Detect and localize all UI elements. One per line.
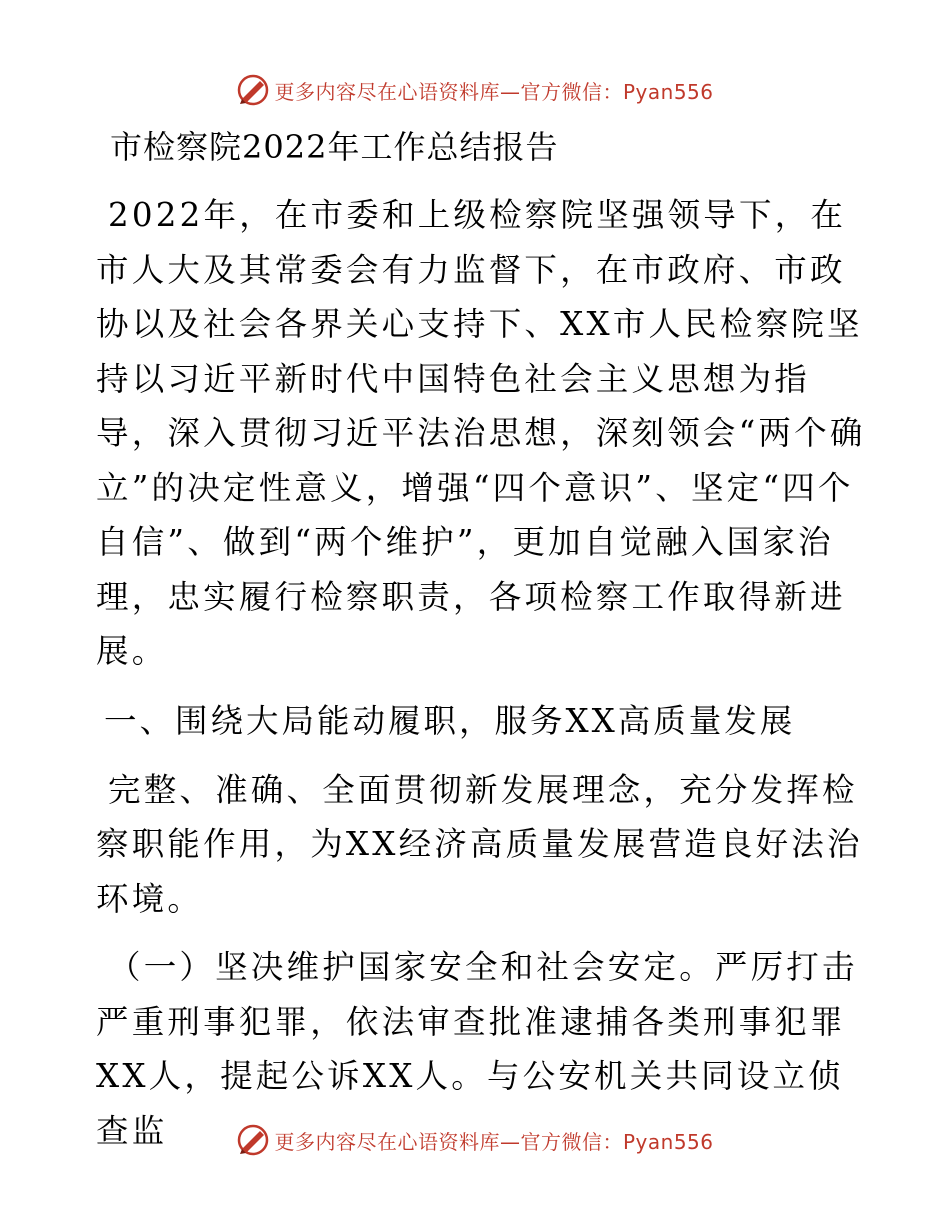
banner-handle: Pyan556 — [622, 79, 714, 104]
pen-logo-icon — [236, 73, 270, 107]
banner-official-label: 官方微信： — [520, 1129, 623, 1154]
intro-paragraph: 2022年，在市委和上级检察院坚强领导下，在市人大及其常委会有力监督下，在市政府、市政协以及社会各界关心支持下、XX市人民检察院坚持以习近平新时代中国特色社会主义思想为指导，深入贯彻习近平法治思想，深刻领会“两个确立”的决定性意义，增强“四个意识”、坚定“四个自信”、做到“两个维护”，更加自觉融入国家治理，忠实履行检察职责，各项检察工作取得新进展。 — [96, 196, 866, 670]
banner-text — [274, 1126, 713, 1155]
banner-site-name: 更多内容尽在心语资料库 — [274, 1129, 500, 1154]
document-body — [96, 118, 866, 1172]
banner-separator: — — [499, 79, 521, 104]
banner-handle: Pyan556 — [622, 1129, 714, 1154]
section-heading: 一、围绕大局能动履职，服务XX高质量发展 — [104, 701, 796, 740]
section-paragraph: 完整、准确、全面贯彻新发展理念，充分发挥检察职能作用，为XX经济高质量发展营造良好法治环境。 — [96, 770, 863, 918]
subsection-paragraph: （一）坚决维护国家安全和社会安定。严厉打击严重刑事犯罪，依法审查批准逮捕各类刑事犯罪XX人，提起公诉XX人。与公安机关共同设立侦查监 — [96, 948, 858, 1150]
header-watermark-banner — [0, 70, 950, 110]
document-title: 市检察院2022年工作总结报告 — [110, 128, 559, 166]
banner-separator: — — [499, 1129, 521, 1154]
footer-watermark-banner — [0, 1120, 950, 1160]
banner-site-name: 更多内容尽在心语资料库 — [274, 79, 500, 104]
banner-official-label: 官方微信： — [520, 79, 623, 104]
banner-text — [274, 76, 713, 105]
pen-logo-icon — [236, 1123, 270, 1157]
